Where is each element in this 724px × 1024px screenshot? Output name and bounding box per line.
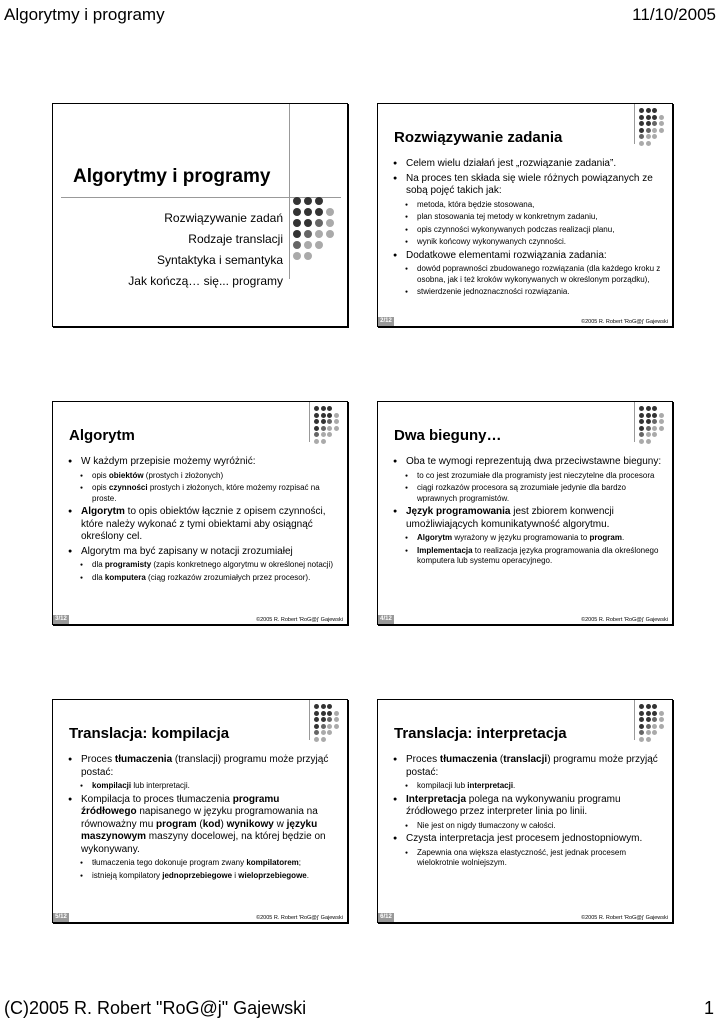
dot bbox=[314, 704, 319, 709]
dot bbox=[315, 197, 323, 205]
sub-bullet: ● dla komputera (ciąg rozkazów zrozumiałych przez procesor). bbox=[68, 573, 337, 584]
dot bbox=[659, 717, 664, 722]
bullet: ● Proces tłumaczenia (translacji) programu może przyjąć postać: bbox=[68, 754, 337, 779]
dot bbox=[659, 724, 664, 729]
dot bbox=[652, 426, 657, 431]
page-number: 1 bbox=[703, 998, 714, 1018]
dot bbox=[304, 208, 312, 216]
dot bbox=[646, 704, 651, 709]
dot bbox=[639, 432, 644, 437]
dot bbox=[315, 219, 323, 227]
dot bbox=[321, 717, 326, 722]
slide-number: 6/12 bbox=[378, 913, 394, 922]
dot bbox=[293, 230, 301, 238]
dot bbox=[639, 730, 644, 735]
footer-copyright: (C)2005 R. Robert "RoG@j" Gajewski bbox=[4, 998, 307, 1018]
bullet: ● Celem wielu działań jest „rozwiązanie zadania”. bbox=[393, 158, 662, 171]
dot bbox=[304, 252, 312, 260]
dot bbox=[639, 134, 644, 139]
dot bbox=[326, 230, 334, 238]
dot bbox=[304, 197, 312, 205]
sub-bullet: ● ciągi rozkazów procesora są zrozumiałe jedynie dla bardzo wprawnych programistów. bbox=[393, 483, 662, 504]
slide-body bbox=[68, 754, 337, 883]
dot bbox=[646, 432, 651, 437]
dot bbox=[646, 426, 651, 431]
dot bbox=[646, 737, 651, 742]
dot bbox=[646, 717, 651, 722]
dot bbox=[314, 406, 319, 411]
dot bbox=[327, 730, 332, 735]
dot bbox=[639, 711, 644, 716]
dot bbox=[646, 419, 651, 424]
dot bbox=[652, 724, 657, 729]
dot bbox=[314, 730, 319, 735]
sub-bullet: ● plan stosowania tej metody w konkretnym zadaniu, bbox=[393, 212, 662, 223]
dot bbox=[639, 406, 644, 411]
dot bbox=[314, 426, 319, 431]
bullet: ● W każdym przepisie możemy wyróżnić: bbox=[68, 456, 337, 469]
dot bbox=[652, 115, 657, 120]
bullet: ● Proces tłumaczenia (translacji) programu może przyjąć postać: bbox=[393, 754, 662, 779]
dot bbox=[652, 128, 657, 133]
slide-copyright: ©2005 R. Robert 'RoG@j' Gajewski bbox=[581, 915, 668, 921]
dot bbox=[293, 197, 301, 205]
slide-5 bbox=[52, 699, 348, 923]
dot bbox=[321, 413, 326, 418]
dot bbox=[652, 432, 657, 437]
dot bbox=[314, 439, 319, 444]
dot bbox=[652, 419, 657, 424]
dot bbox=[652, 730, 657, 735]
dot bbox=[334, 717, 339, 722]
bullet: ● Język programowania jest zbiorem konwencji umożliwiających komunikatywność algorytmu. bbox=[393, 506, 662, 531]
dot bbox=[334, 724, 339, 729]
slide-title: Rozwiązywanie zadania bbox=[394, 129, 563, 146]
dot bbox=[321, 426, 326, 431]
dot bbox=[321, 432, 326, 437]
dot bbox=[652, 711, 657, 716]
dot bbox=[639, 115, 644, 120]
bullet: ● Interpretacja polega na wykonywaniu programu źródłowego przez interpreter linia po linii. bbox=[393, 794, 662, 819]
dot bbox=[293, 252, 301, 260]
dot bbox=[321, 711, 326, 716]
dot bbox=[652, 134, 657, 139]
slide-copyright: ©2005 R. Robert 'RoG@j' Gajewski bbox=[581, 319, 668, 325]
dot bbox=[652, 121, 657, 126]
dot bbox=[639, 717, 644, 722]
dot bbox=[639, 128, 644, 133]
dot bbox=[646, 134, 651, 139]
dot bbox=[315, 208, 323, 216]
bullet: ● Kompilacja to proces tłumaczenia programu źródłowego napisanego w języku programowania na równoważny mu program (kod) wynikowy w języku maszynowym maszyny docelowej, na której będzie on wykonywany. bbox=[68, 794, 337, 857]
document-date: 11/10/2005 bbox=[632, 5, 716, 24]
dot bbox=[646, 128, 651, 133]
dot bbox=[652, 406, 657, 411]
dot bbox=[659, 711, 664, 716]
slide-copyright: ©2005 R. Robert 'RoG@j' Gajewski bbox=[256, 617, 343, 623]
bullet: ● Czysta interpretacja jest procesem jednostopniowym. bbox=[393, 833, 662, 846]
agenda-item: Rodzaje translacji bbox=[188, 232, 283, 246]
dot bbox=[321, 704, 326, 709]
dot bbox=[652, 717, 657, 722]
bullet: ● Na proces ten składa się wiele różnych powiązanych ze sobą pojęć takich jak: bbox=[393, 173, 662, 198]
dot bbox=[646, 406, 651, 411]
dot bbox=[315, 230, 323, 238]
dot bbox=[314, 432, 319, 437]
dot bbox=[334, 419, 339, 424]
slide-number: 5/12 bbox=[53, 913, 69, 922]
slide-title: Algorytmy i programy bbox=[73, 166, 271, 187]
dot bbox=[321, 724, 326, 729]
slide-body bbox=[393, 754, 662, 871]
sub-bullet: ● Algorytm wyrażony w języku programowania to program. bbox=[393, 533, 662, 544]
document-title: Algorytmy i programy bbox=[4, 5, 165, 24]
sub-bullet: ● opis obiektów (prostych i złożonych) bbox=[68, 471, 337, 482]
slide-body bbox=[393, 158, 662, 300]
dot bbox=[659, 121, 664, 126]
slide-title: Translacja: interpretacja bbox=[394, 725, 567, 742]
sub-bullet: ● Nie jest on nigdy tłumaczony w całości. bbox=[393, 821, 662, 832]
dot bbox=[659, 115, 664, 120]
dot bbox=[327, 426, 332, 431]
dot bbox=[293, 219, 301, 227]
dot bbox=[314, 737, 319, 742]
slide-3 bbox=[52, 401, 348, 625]
slide-copyright: ©2005 R. Robert 'RoG@j' Gajewski bbox=[581, 617, 668, 623]
sub-bullet: ● kompilacji lub interpretacji. bbox=[393, 781, 662, 792]
sub-bullet: ● wynik końcowy wykonywanych czynności. bbox=[393, 237, 662, 248]
slide-number: 4/12 bbox=[378, 615, 394, 624]
dot bbox=[304, 230, 312, 238]
sub-bullet: ● tłumaczenia tego dokonuje program zwany kompilatorem; bbox=[68, 858, 337, 869]
agenda-list bbox=[128, 208, 283, 292]
slide-1 bbox=[52, 103, 348, 327]
dot bbox=[334, 413, 339, 418]
dot bbox=[334, 711, 339, 716]
slide-number: 2/12 bbox=[378, 317, 394, 326]
dot bbox=[646, 439, 651, 444]
slide-copyright: ©2005 R. Robert 'RoG@j' Gajewski bbox=[256, 915, 343, 921]
dot bbox=[327, 406, 332, 411]
dot bbox=[652, 108, 657, 113]
dot bbox=[327, 432, 332, 437]
dot bbox=[659, 128, 664, 133]
bullet: ● Algorytm ma być zapisany w notacji zrozumiałej bbox=[68, 546, 337, 559]
dot bbox=[326, 208, 334, 216]
dot bbox=[646, 711, 651, 716]
dot bbox=[659, 419, 664, 424]
dot bbox=[639, 141, 644, 146]
dot bbox=[639, 724, 644, 729]
sub-bullet: ● dla programisty (zapis konkretnego algorytmu w określonej notacji) bbox=[68, 560, 337, 571]
dot bbox=[314, 419, 319, 424]
page-footer bbox=[0, 996, 724, 1024]
dot bbox=[327, 413, 332, 418]
dot bbox=[659, 426, 664, 431]
dot bbox=[314, 717, 319, 722]
sub-bullet: ● stwierdzenie jednoznaczności rozwiązania. bbox=[393, 287, 662, 298]
dot bbox=[321, 737, 326, 742]
dot bbox=[314, 724, 319, 729]
dot bbox=[646, 108, 651, 113]
dot bbox=[639, 439, 644, 444]
sub-bullet: ● Implementacja to realizacja języka programowania dla określonego komputera lub systemu operacyjnego. bbox=[393, 546, 662, 567]
dot bbox=[293, 241, 301, 249]
bullet: ● Dodatkowe elementami rozwiązania zadania: bbox=[393, 250, 662, 263]
agenda-item: Jak kończą… się... programy bbox=[128, 274, 283, 288]
page-header bbox=[0, 2, 724, 28]
dot bbox=[304, 241, 312, 249]
dot bbox=[321, 419, 326, 424]
sub-bullet: ● metoda, która będzie stosowana, bbox=[393, 200, 662, 211]
dot bbox=[321, 406, 326, 411]
slide-title: Algorytm bbox=[69, 427, 135, 444]
sub-bullet: ● dowód poprawności zbudowanego rozwiązania (dla każdego kroku z osobna, jak i też kroków wykonywanych w określonym porządku), bbox=[393, 264, 662, 285]
slide-title: Translacja: kompilacja bbox=[69, 725, 230, 742]
agenda-item: Rozwiązywanie zadań bbox=[164, 211, 283, 225]
dot bbox=[326, 219, 334, 227]
bullet: ● Algorytm to opis obiektów łącznie z opisem czynności, które należy wykonać z tymi obiektami aby osiągnąć określony cel. bbox=[68, 506, 337, 544]
dot bbox=[327, 419, 332, 424]
dot bbox=[314, 413, 319, 418]
dot bbox=[327, 704, 332, 709]
slide-6 bbox=[377, 699, 673, 923]
dot bbox=[639, 426, 644, 431]
slide-body bbox=[393, 456, 662, 569]
dot bbox=[639, 737, 644, 742]
slide-number: 3/12 bbox=[53, 615, 69, 624]
dot bbox=[334, 426, 339, 431]
sub-bullet: ● to co jest zrozumiałe dla programisty jest nieczytelne dla procesora bbox=[393, 471, 662, 482]
dot bbox=[646, 141, 651, 146]
dot bbox=[293, 208, 301, 216]
dot bbox=[314, 711, 319, 716]
dot bbox=[646, 413, 651, 418]
bullet: ● Oba te wymogi reprezentują dwa przeciwstawne bieguny: bbox=[393, 456, 662, 469]
agenda-item: Syntaktyka i semantyka bbox=[156, 253, 283, 267]
sub-bullet: ● Zapewnia ona większa elastyczność, jest jednak procesem wielokrotnie wolniejszym. bbox=[393, 848, 662, 869]
dot bbox=[652, 413, 657, 418]
dot bbox=[639, 704, 644, 709]
slide-2 bbox=[377, 103, 673, 327]
slide-4 bbox=[377, 401, 673, 625]
dot bbox=[646, 724, 651, 729]
dot bbox=[646, 730, 651, 735]
dot bbox=[646, 121, 651, 126]
dot bbox=[639, 413, 644, 418]
dot bbox=[639, 419, 644, 424]
dot bbox=[321, 730, 326, 735]
dot bbox=[327, 724, 332, 729]
dot bbox=[315, 241, 323, 249]
dot bbox=[321, 439, 326, 444]
dot bbox=[327, 717, 332, 722]
slide-title: Dwa bieguny… bbox=[394, 427, 502, 444]
sub-bullet: ● opis czynności prostych i złożonych, które możemy rozpisać na proste. bbox=[68, 483, 337, 504]
dot bbox=[639, 121, 644, 126]
sub-bullet: ● kompilacji lub interpretacji. bbox=[68, 781, 337, 792]
dot bbox=[646, 115, 651, 120]
dot bbox=[659, 413, 664, 418]
sub-bullet: ● opis czynności wykonywanych podczas realizacji planu, bbox=[393, 225, 662, 236]
sub-bullet: ● istnieją kompilatory jednoprzebiegowe i wieloprzebiegowe. bbox=[68, 871, 337, 882]
dot bbox=[304, 219, 312, 227]
dot bbox=[327, 711, 332, 716]
dot bbox=[639, 108, 644, 113]
slide-body bbox=[68, 456, 337, 585]
dot bbox=[652, 704, 657, 709]
